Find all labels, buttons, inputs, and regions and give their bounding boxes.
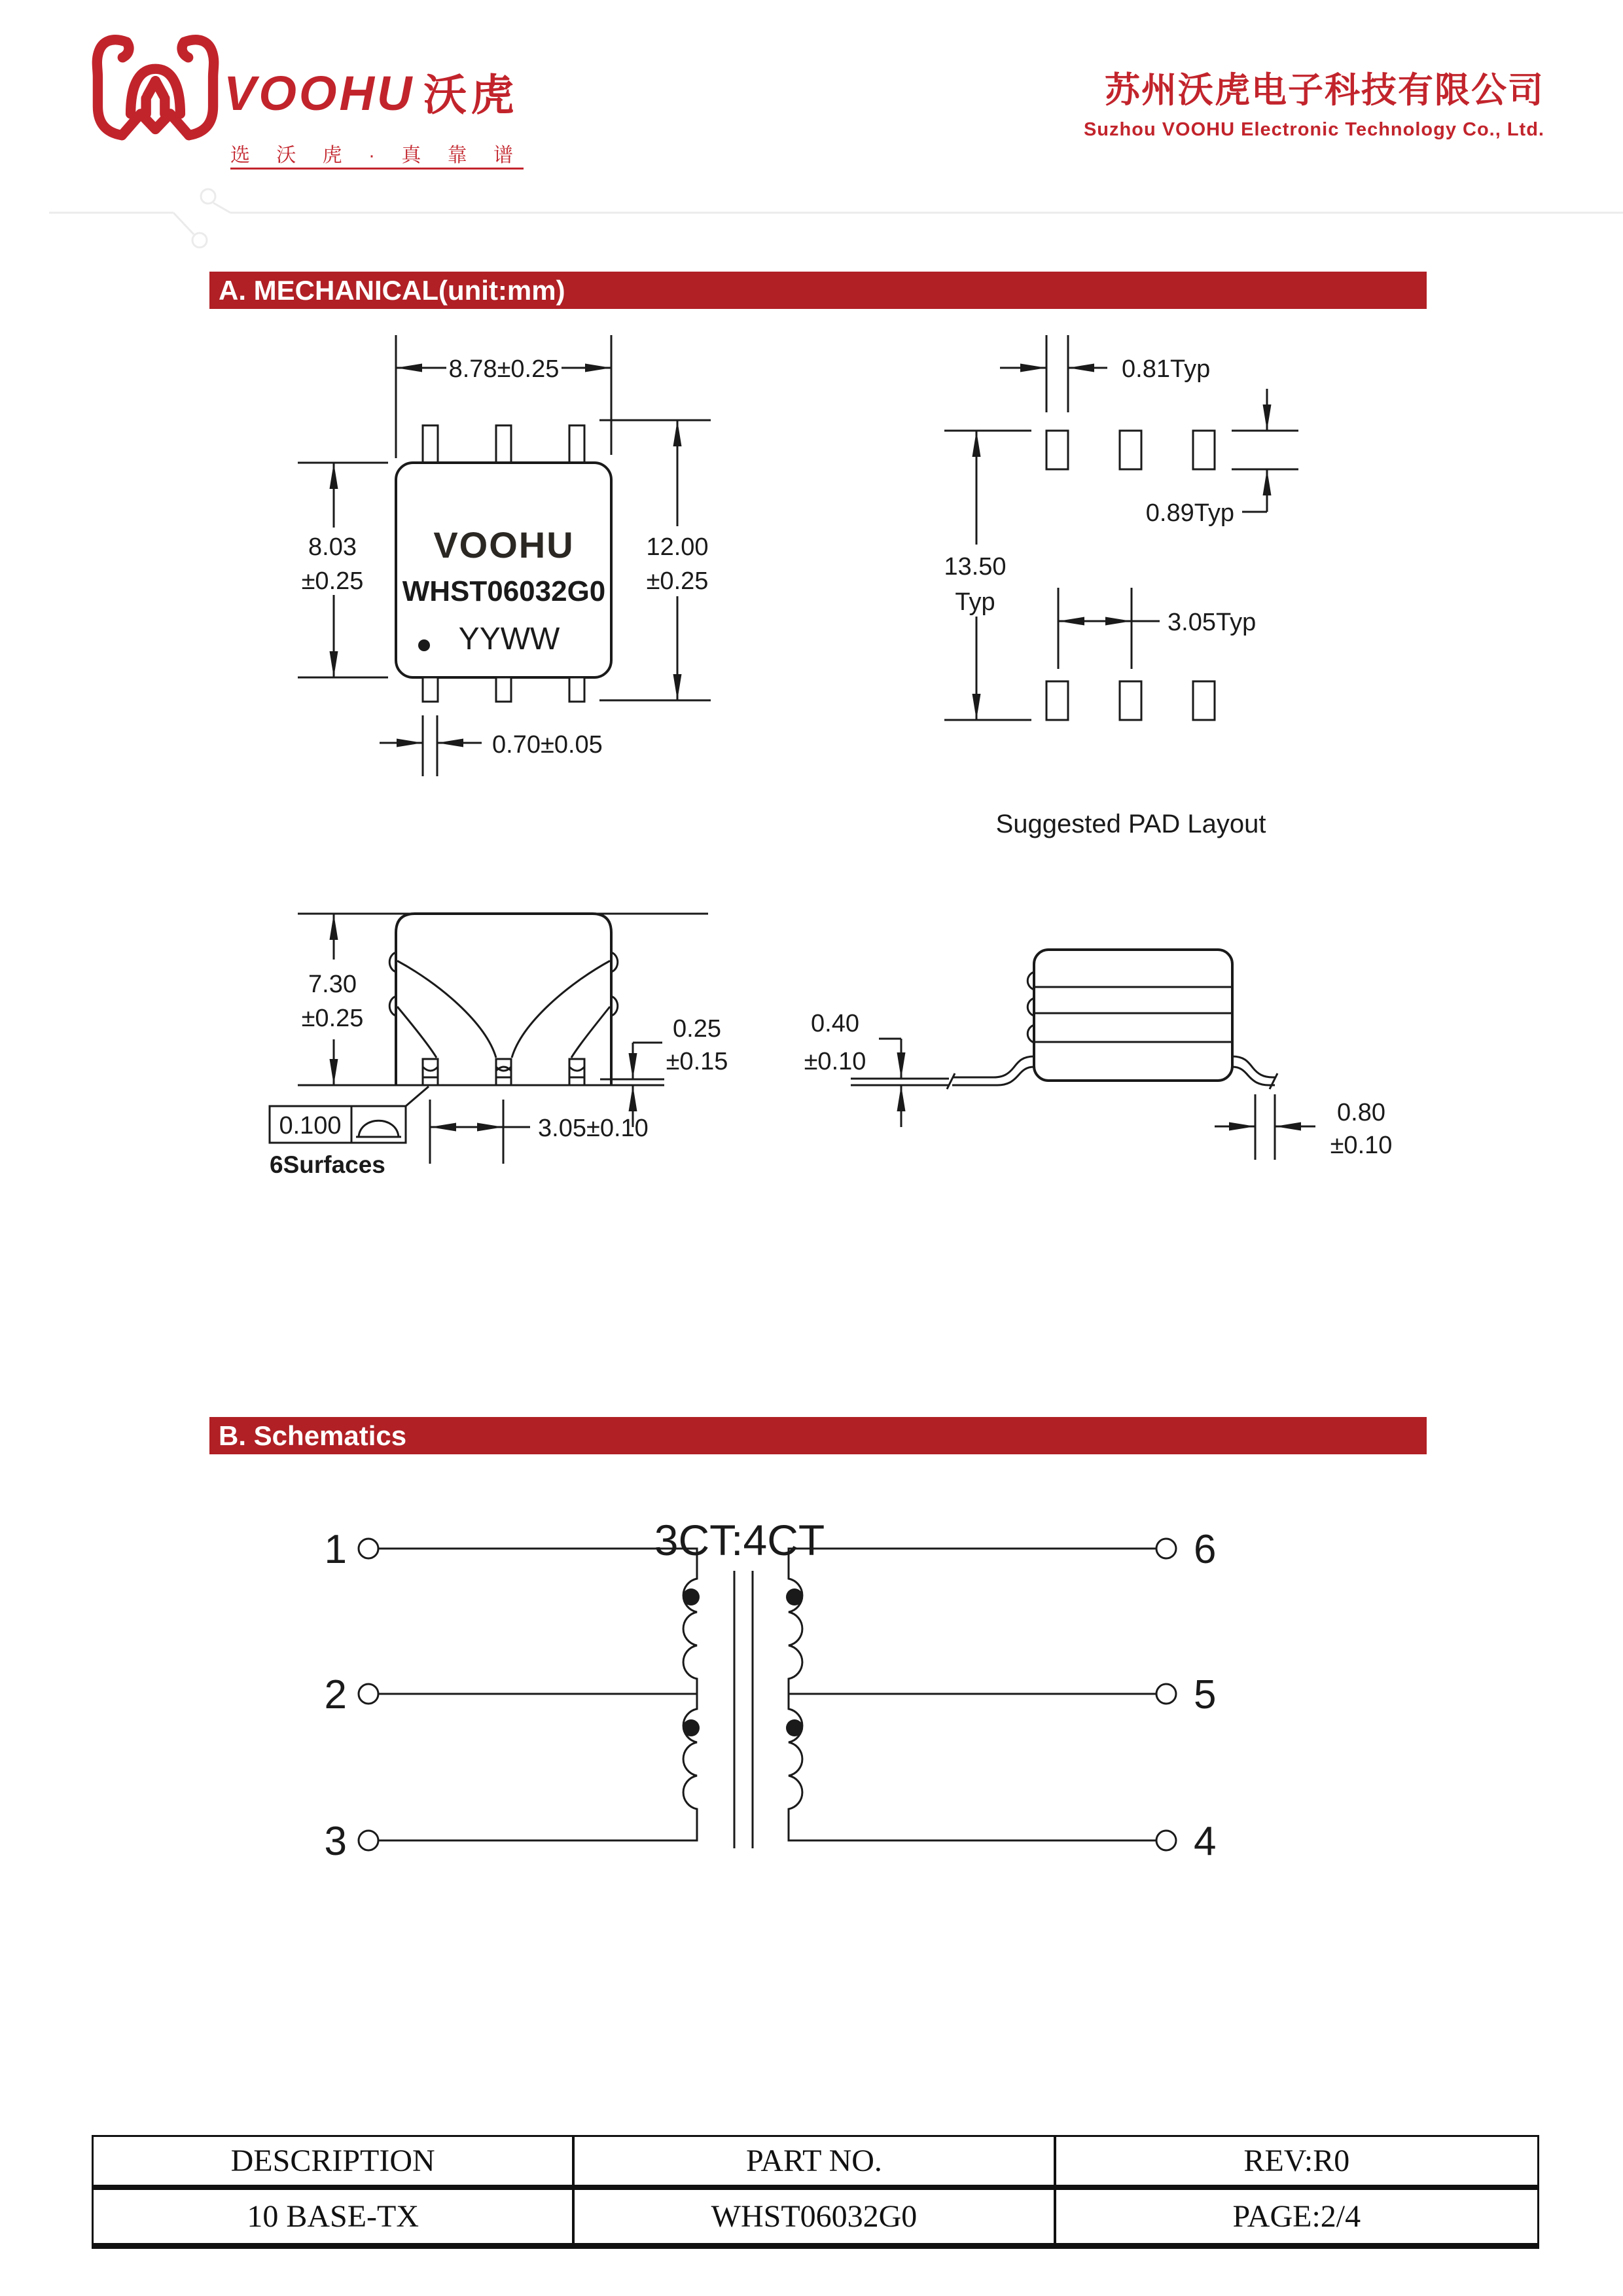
marking-brand: VOOHU: [433, 524, 575, 565]
dim-lead-thickness-value: 0.40: [811, 1010, 859, 1037]
dim-row-pitch-unit: Typ: [955, 588, 995, 616]
dim-foot-length-tol: ±0.10: [1330, 1132, 1393, 1159]
dim-row-pitch-value: 13.50: [944, 553, 1007, 581]
pin-1-label: 1: [324, 1527, 347, 1572]
table-header-description: DESCRIPTION: [94, 2137, 575, 2190]
dim-body-height-tol: ±0.25: [301, 567, 364, 595]
drawing-package-top-view: [294, 335, 719, 776]
company-block: [1084, 62, 1544, 141]
header-divider-decoration: [0, 183, 1623, 262]
polarity-dot: [683, 1719, 700, 1736]
marking-datecode: YYWW: [458, 622, 560, 656]
dim-standoff-tol: ±0.15: [666, 1048, 728, 1075]
brand-latin: VOOHU: [224, 66, 415, 120]
table-value-description: 10 BASE-TX: [94, 2190, 575, 2243]
section-a-title: A. MECHANICAL(unit:mm): [219, 275, 565, 306]
pin-numbers: [325, 1527, 1217, 1864]
dim-body-width: 8.78±0.25: [448, 355, 560, 383]
drawing-front-view: [270, 914, 728, 1178]
dim-height-value: 7.30: [308, 971, 357, 998]
section-b-header: [209, 1417, 1427, 1454]
turns-ratio-label: 3CT:4CT: [654, 1516, 825, 1564]
pin1-dot: [418, 639, 430, 651]
dim-total-height-tol: ±0.25: [646, 567, 709, 595]
drawing-pad-layout: [936, 335, 1298, 838]
polarity-dot: [786, 1719, 803, 1736]
coplanarity-frame: [270, 1086, 429, 1143]
dim-height-tol: ±0.25: [301, 1005, 364, 1032]
dim-pad-width: 0.81Typ: [1122, 355, 1211, 383]
dim-pin-width: 0.70±0.05: [492, 731, 603, 759]
section-b-title: B. Schematics: [219, 1420, 407, 1451]
primary-winding: [378, 1549, 700, 1840]
brand-wordmark: [224, 60, 518, 122]
dim-standoff-value: 0.25: [673, 1015, 721, 1043]
voohu-logo-icon: [88, 34, 223, 145]
polarity-dot: [683, 1588, 700, 1605]
dim-lead-thickness-tol: ±0.10: [804, 1048, 866, 1075]
table-header-rev: REV:R0: [1056, 2137, 1537, 2190]
table-value-page: PAGE:2/4: [1232, 2199, 1361, 2234]
dim-foot-length-value: 0.80: [1337, 1099, 1385, 1126]
polarity-dot: [786, 1588, 803, 1605]
mechanical-drawings: [0, 281, 1623, 1263]
title-block-table: [92, 2135, 1539, 2249]
marking-part-no: WHST06032G0: [402, 575, 606, 607]
company-name-cn: 苏州沃虎电子科技有限公司: [1105, 71, 1544, 110]
coplanarity-value: 0.100: [279, 1112, 342, 1139]
pin-5-label: 5: [1194, 1672, 1217, 1717]
dim-total-height-value: 12.00: [646, 533, 709, 561]
brand-chinese: 沃虎: [423, 71, 518, 119]
pin-4-label: 4: [1194, 1819, 1217, 1864]
drawing-side-view: [804, 950, 1393, 1160]
secondary-winding: [786, 1549, 1156, 1840]
schematic-drawing: [0, 1466, 1623, 1937]
pad-layout-caption: Suggested PAD Layout: [995, 810, 1266, 838]
brand-tagline: 选 沃 虎 · 真 靠 谱: [230, 145, 524, 166]
dim-lead-pitch: 3.05±0.10: [538, 1115, 649, 1142]
coplanarity-note: 6Surfaces: [270, 1151, 385, 1178]
pin-3-label: 3: [324, 1819, 347, 1864]
core-lines: [734, 1571, 753, 1848]
pin-6-label: 6: [1194, 1527, 1217, 1572]
pin-2-label: 2: [324, 1672, 347, 1717]
dim-pad-pitch: 3.05Typ: [1168, 609, 1257, 636]
table-header-part-no: PART NO.: [575, 2137, 1056, 2190]
table-value-part-no: WHST06032G0: [575, 2190, 1056, 2243]
company-name-en: Suzhou VOOHU Electronic Technology Co., Ltd.: [1083, 119, 1544, 140]
dim-body-height-value: 8.03: [308, 533, 357, 561]
dim-pad-height: 0.89Typ: [1145, 499, 1234, 527]
